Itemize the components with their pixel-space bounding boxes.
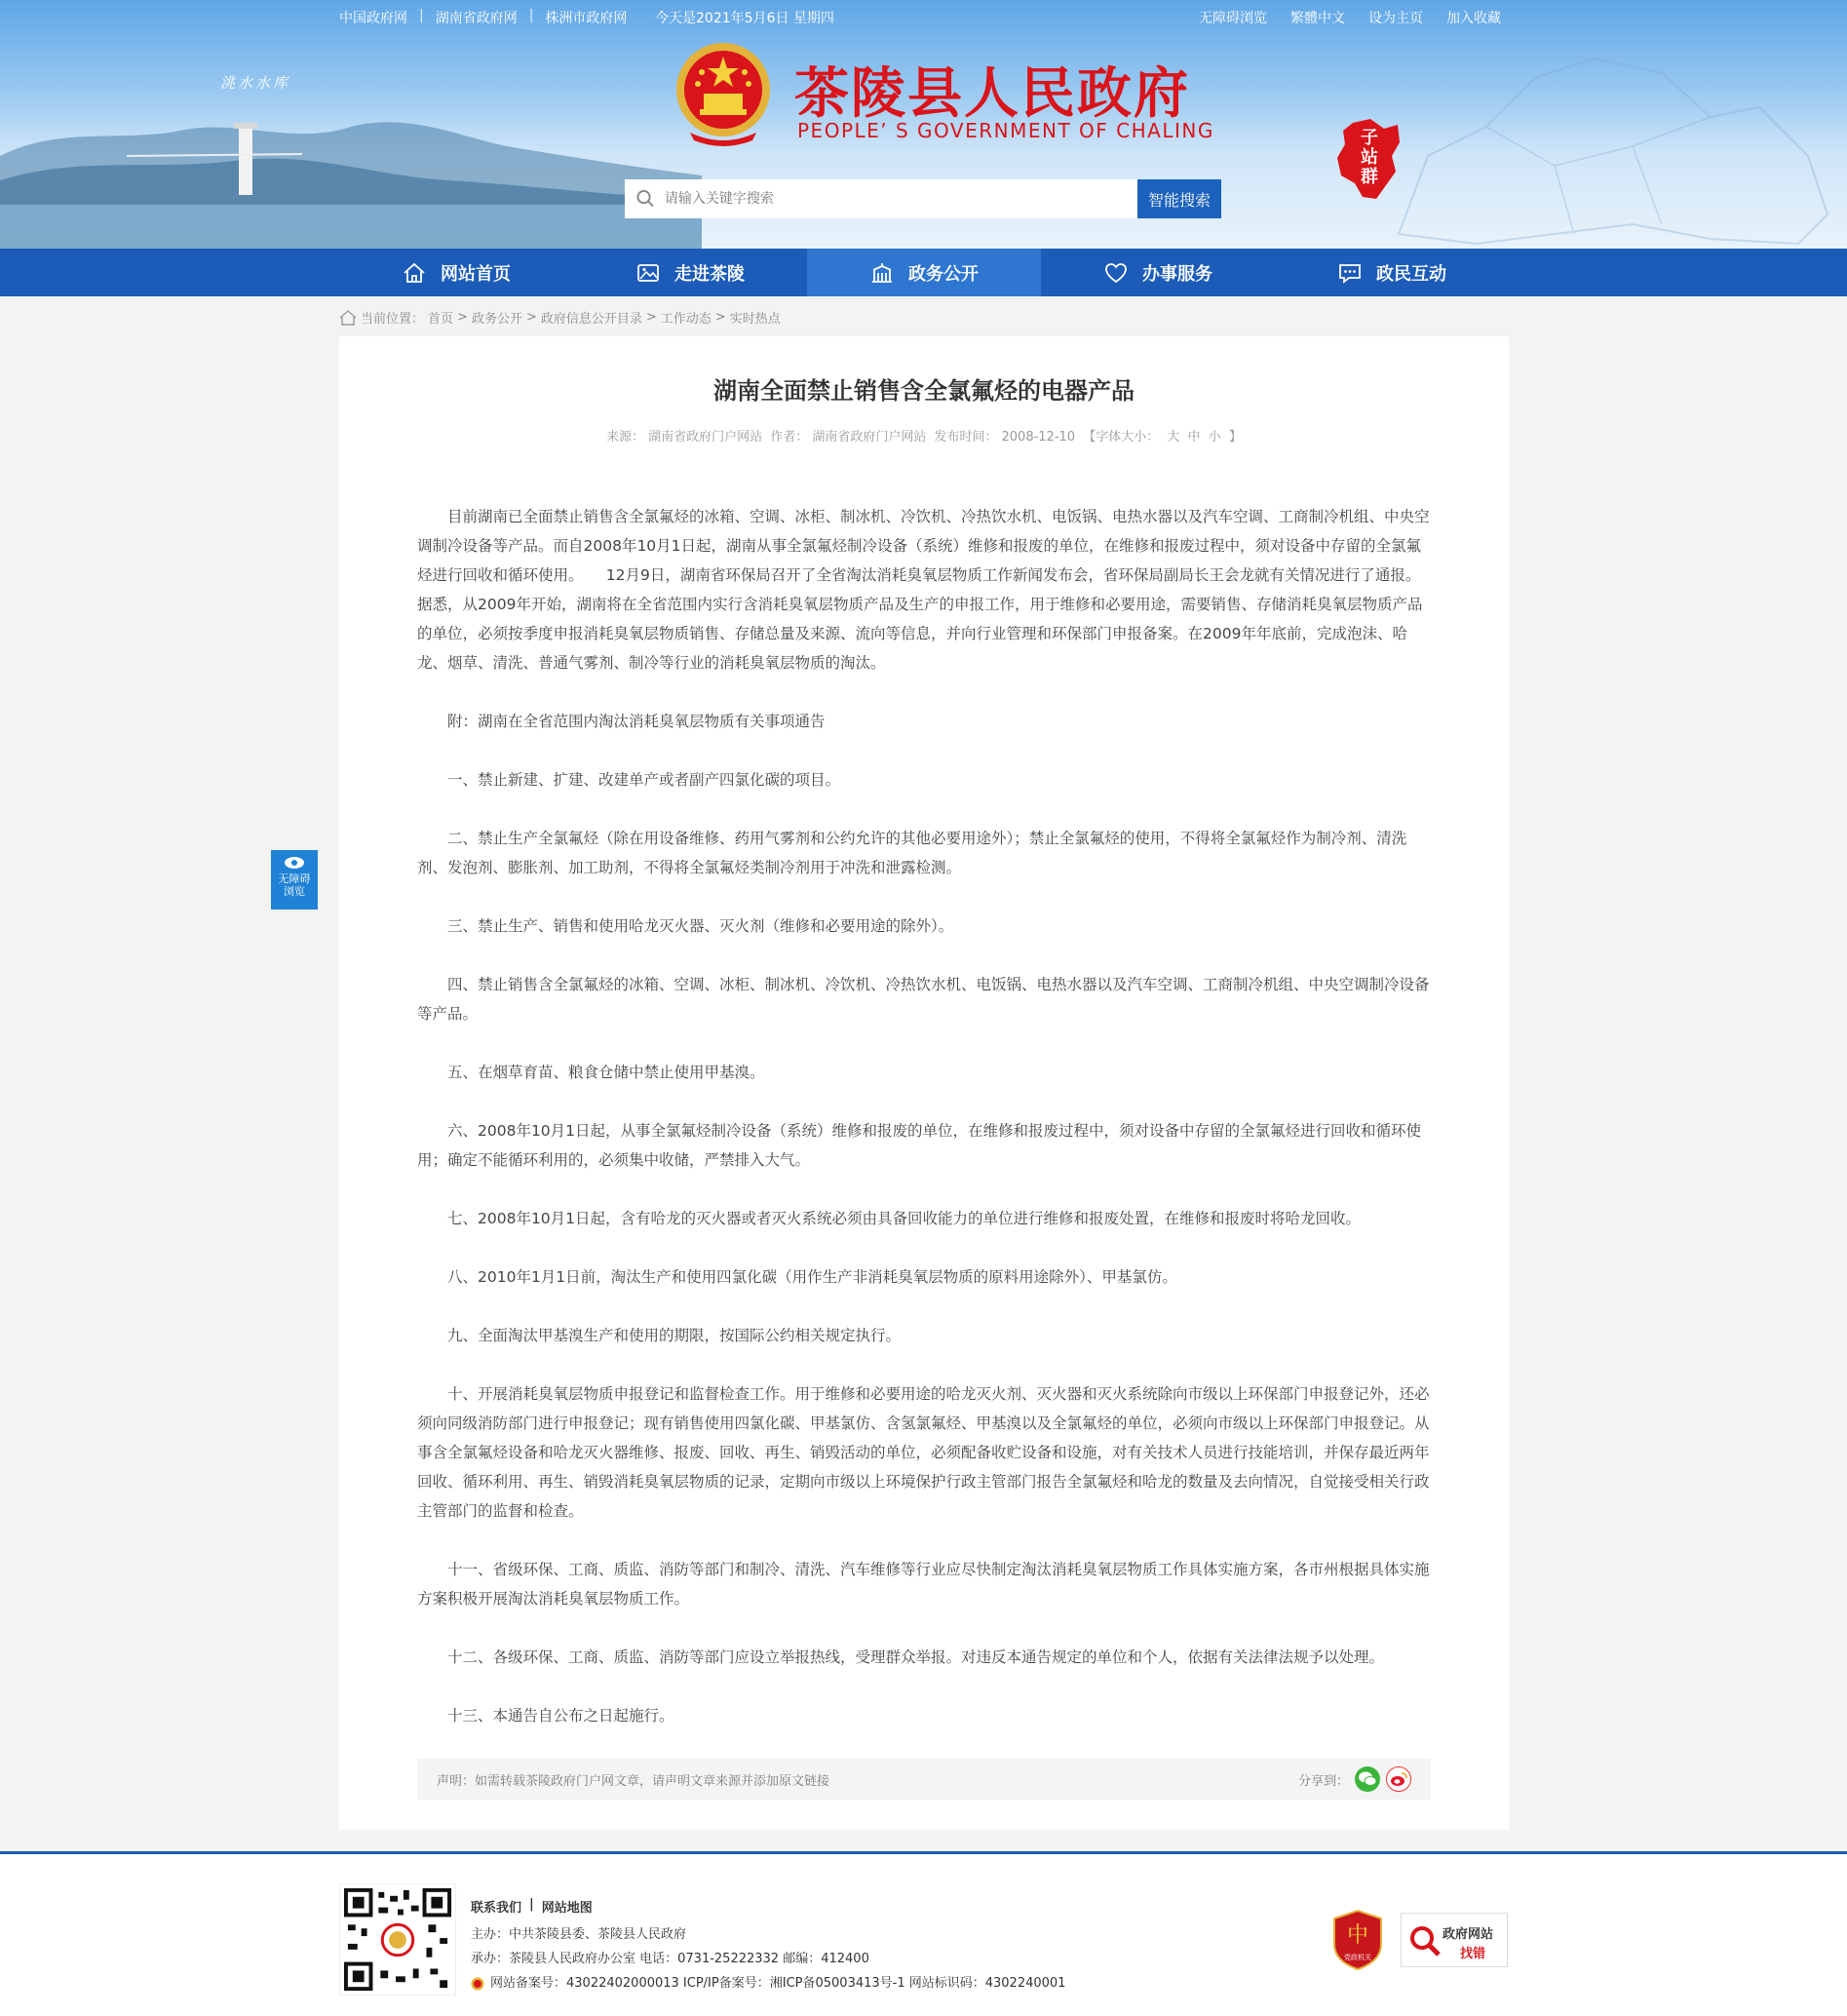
nav-item-about[interactable] (573, 249, 807, 296)
paragraph: 三、禁止生产、销售和使用哈龙灭火器、灭火剂（维修和必要用途的除外）。 (447, 917, 954, 935)
nav-item-government-affairs[interactable] (807, 249, 1041, 296)
nav-label: 政民互动 (1376, 263, 1446, 285)
search-box (625, 179, 1137, 218)
paragraph: 五、在烟草育苗、粮食仓储中禁止使用甲基溴。 (447, 1064, 765, 1081)
link-china-gov[interactable]: 中国政府网 (339, 11, 407, 26)
publish-date: 2008-12-10 (1001, 430, 1076, 445)
article-panel (339, 336, 1509, 1830)
reprint-statement (417, 1759, 1431, 1800)
breadcrumb (339, 308, 781, 327)
breadcrumb-info-directory[interactable]: 政府信息公开目录 (540, 312, 642, 327)
nav-item-home[interactable] (339, 249, 573, 296)
nav-label: 走进茶陵 (674, 263, 745, 285)
paragraph: 九、全面淘汰甲基溴生产和使用的期限，按国际公约相关规定执行。 (447, 1327, 902, 1344)
link-zhuzhou-gov[interactable]: 株洲市政府网 (545, 11, 628, 26)
traditional-chinese-link[interactable]: 繁體中文 (1290, 11, 1345, 26)
author-label: 作者： (770, 430, 809, 445)
date-label: 发布时间： (934, 430, 998, 445)
breadcrumb-government-affairs[interactable]: 政务公开 (471, 312, 522, 327)
paragraph: 目前湖南已全面禁止销售含全氯氟烃的冰箱、空调、冰柜、制冰机、冷饮机、冷热饮水机、电饭锅、电热水器以及汽车空调、工商制冷机组、中央空调制冷设备等产品。而自2008年10月1日起，湖南从事全氯氟烃制冷设备（系统）维修和报废的单位，在维修和报废过程中，须对设备中存留的全氯氟烃进行回收和循环使用。 12月9日，湖南省环保局召开了全省淘汰消耗臭氧层物质工作新闻发布会，省环保局副局长王会龙就有关情况进行了通报。 据悉，从2009年开始，湖南将在全省范围内实行含消耗臭氧层物质产品及生产的申报工作，用于维修和必要用途，需要销售、存储消耗臭氧层物质产品的单位，必须按季度申报消耗臭氧层物质销售、存储总量及来源、流向等信息，并向行业管理和环保部门申报备案。在2009年年底前，完成泡沫、哈龙、烟草、清洗、普通气雾剂、制冷等行业的消耗臭氧层物质的淘汰。 (417, 508, 1443, 672)
breadcrumb-prefix: 当前位置： (361, 312, 425, 327)
nav-label: 政务公开 (908, 263, 979, 285)
site-title: 茶陵县人民政府 (794, 61, 1190, 126)
accessibility-side-button[interactable] (271, 850, 318, 910)
breadcrumb-separator: > (525, 310, 537, 325)
paragraph: 一、禁止新建、扩建、改建单产或者副产四氯化碳的项目。 (447, 771, 841, 789)
set-homepage-link[interactable]: 设为主页 (1368, 11, 1423, 26)
statement-text: 声明：如需转载茶陵政府门户网文章，请声明文章来源并添加原文链接 (437, 1773, 830, 1789)
footer-record: 网站备案号：43022402000013 ICP/IP备案号：湘ICP备05003413号-1 网站标识码：4302240001 (490, 1976, 1066, 1991)
top-links (339, 8, 627, 27)
main-nav (0, 249, 1847, 296)
reservoir-label: 洮水水库 (220, 74, 291, 92)
footer-organizer: 承办：茶陵县人民政府办公室 电话：0731-25222332 邮编：412400 (471, 1952, 869, 1966)
accessibility-link[interactable]: 无障碍浏览 (1199, 11, 1267, 26)
link-hunan-gov[interactable]: 湖南省政府网 (435, 11, 518, 26)
nav-item-services[interactable] (1041, 249, 1275, 296)
site-header (0, 0, 1847, 249)
share-bar (1298, 1766, 1411, 1792)
paragraph: 附：湖南在全省范围内淘汰消耗臭氧层物质有关事项通告 (447, 713, 826, 730)
smart-search-button[interactable]: 智能搜索 (1137, 179, 1221, 218)
footer-host: 主办：中共茶陵县委、茶陵县人民政府 (471, 1927, 687, 1942)
breadcrumb-separator: > (645, 310, 657, 325)
paragraph: 八、2010年1月1日前，淘汰生产和使用四氯化碳（用作生产非消耗臭氧层物质的原料用途除外）、甲基氯仿。 (447, 1268, 1177, 1286)
search-input[interactable] (665, 191, 1137, 207)
footer-record-line (471, 1971, 1065, 1996)
wechat-icon[interactable] (1355, 1766, 1380, 1792)
breadcrumb-hot-topics[interactable]: 实时热点 (729, 312, 781, 327)
qr-code-icon (339, 1883, 456, 1996)
article-title: 湖南全面禁止销售含全氯氟烃的电器产品 (713, 377, 1135, 405)
svg-text:中: 中 (1346, 1923, 1369, 1948)
paragraph: 十二、各级环保、工商、质监、消防等部门应设立举报热线，受理群众举报。对违反本通告规定的单位和个人，依据有关法律法规予以处理。 (447, 1648, 1385, 1666)
site-subtitle: PEOPLE’ S GOVERNMENT OF CHALING (797, 119, 1214, 142)
badge1-label: 党政机关 (1344, 1954, 1371, 1961)
site-footer (0, 1851, 1847, 2016)
nav-label: 办事服务 (1142, 263, 1212, 285)
separator: | (419, 8, 424, 23)
sitemap-link[interactable]: 网站地图 (541, 1901, 593, 1916)
breadcrumb-separator: > (714, 310, 726, 325)
badge2-bottom-label: 找错 (1460, 1947, 1486, 1961)
paragraph: 十一、省级环保、工商、质监、消防等部门和制冷、清洗、汽车维修等行业应尽快制定淘汰消耗臭氧层物质工作具体实施方案，各市州根据具体实施方案积极开展淘汰消耗臭氧层物质工作。 (417, 1561, 1430, 1608)
add-favorite-link[interactable]: 加入收藏 (1446, 11, 1501, 26)
font-size-large[interactable]: 大 (1167, 430, 1180, 445)
nav-label: 网站首页 (441, 263, 511, 285)
subsite-label[interactable]: 子站群 (1361, 128, 1378, 187)
badge2-top-label: 政府网站 (1443, 1927, 1494, 1942)
article-meta (339, 426, 1509, 445)
breadcrumb-home[interactable]: 首页 (428, 312, 454, 327)
share-label: 分享到： (1297, 1773, 1349, 1789)
source-value: 湖南省政府门户网站 (648, 430, 763, 445)
paragraph: 二、禁止生产全氯氟烃（除在用设备维修、药用气雾剂和公约允许的其他必要用途外）；禁止全氯氟烃的使用，不得将全氯氟烃作为制冷剂、清洗剂、发泡剂、膨胀剂、加工助剂，不得将全氯氟烃类制冷剂用于冲洗和泄露检测。 (417, 830, 1407, 876)
police-badge-icon (471, 1977, 484, 1991)
footer-links (471, 1897, 593, 1916)
home-icon (339, 310, 357, 326)
gov-site-error-report[interactable] (1401, 1913, 1508, 1967)
search-icon (636, 189, 655, 209)
picture-icon (635, 260, 661, 286)
separator: | (528, 8, 534, 23)
heart-icon (1103, 260, 1129, 286)
article-body (417, 502, 1443, 1760)
home-icon (402, 260, 427, 286)
paragraph: 四、禁止销售含全氯氟烃的冰箱、空调、冰柜、制冰机、冷饮机、冷热饮水机、电饭锅、电热水器以及汽车空调、工商制冷机组、中央空调制冷设备等产品。 (417, 976, 1430, 1023)
contact-us-link[interactable]: 联系我们 (471, 1901, 522, 1916)
font-size-close: 】 (1228, 430, 1242, 445)
building-icon (869, 260, 895, 286)
eye-icon (284, 856, 305, 870)
landscape-illustration (0, 88, 702, 249)
font-size-medium[interactable]: 中 (1187, 430, 1201, 445)
breadcrumb-separator: > (457, 310, 468, 325)
paragraph: 六、2008年10月1日起，从事全氯氟烃制冷设备（系统）维修和报废的单位，在维修和报废过程中，须对设备中存留的全氯氟烃进行回收和循环使用；确定不能循环利用的，必须集中收储，严禁排入大气。 (417, 1122, 1422, 1169)
font-size-small[interactable]: 小 (1208, 430, 1221, 445)
side-badge-line2: 浏览 (284, 885, 305, 898)
separator: | (529, 1897, 534, 1912)
breadcrumb-work-updates[interactable]: 工作动态 (660, 312, 712, 327)
footer-info (471, 1922, 1065, 1996)
author-value: 湖南省政府门户网站 (812, 430, 927, 445)
nav-item-interaction[interactable] (1275, 249, 1509, 296)
top-right-links (1199, 8, 1501, 27)
search-bar (625, 179, 1221, 218)
chat-icon (1337, 260, 1363, 286)
county-map-watermark (1340, 39, 1847, 249)
party-government-badge-icon[interactable] (1330, 1909, 1385, 1971)
source-label: 来源： (606, 430, 645, 445)
national-emblem-icon (671, 39, 776, 148)
magnifier-icon (1407, 1923, 1443, 1958)
font-size-label: 【字体大小： (1083, 430, 1160, 445)
paragraph: 十三、本通告自公布之日起施行。 (447, 1707, 674, 1725)
current-date: 今天是2021年5月6日 星期四 (655, 11, 834, 26)
paragraph: 七、2008年10月1日起，含有哈龙的灭火器或者灭火系统必须由具备回收能力的单位进行维修和报废处置，在维修和报废时将哈龙回收。 (447, 1210, 1362, 1227)
weibo-icon[interactable] (1386, 1766, 1411, 1792)
side-badge-line1: 无障碍 (278, 872, 311, 885)
paragraph: 十、开展消耗臭氧层物质申报登记和监督检查工作。用于维修和必要用途的哈龙灭火剂、灭火器和灭火系统除向市级以上环保部门申报登记外，还必须向同级消防部门进行申报登记；现有销售使用四氯化碳、甲基氯仿、含氢氯氟烃、甲基溴以及全氯氟烃的单位，必须向市级以上环保部门申报登记。从事含全氯氟烃设备和哈龙灭火器维修、报废、回收、再生、销毁活动的单位，必须配备收贮设备和设施，对有关技术人员进行技能培训，并保存最近两年回收、循环利用、再生、销毁消耗臭氧层物质的记录，定期向市级以上环境保护行政主管部门报告全氯氟烃和哈龙的数量及去向情况，自觉接受相关行政主管部门的监督和检查。 (417, 1385, 1430, 1520)
